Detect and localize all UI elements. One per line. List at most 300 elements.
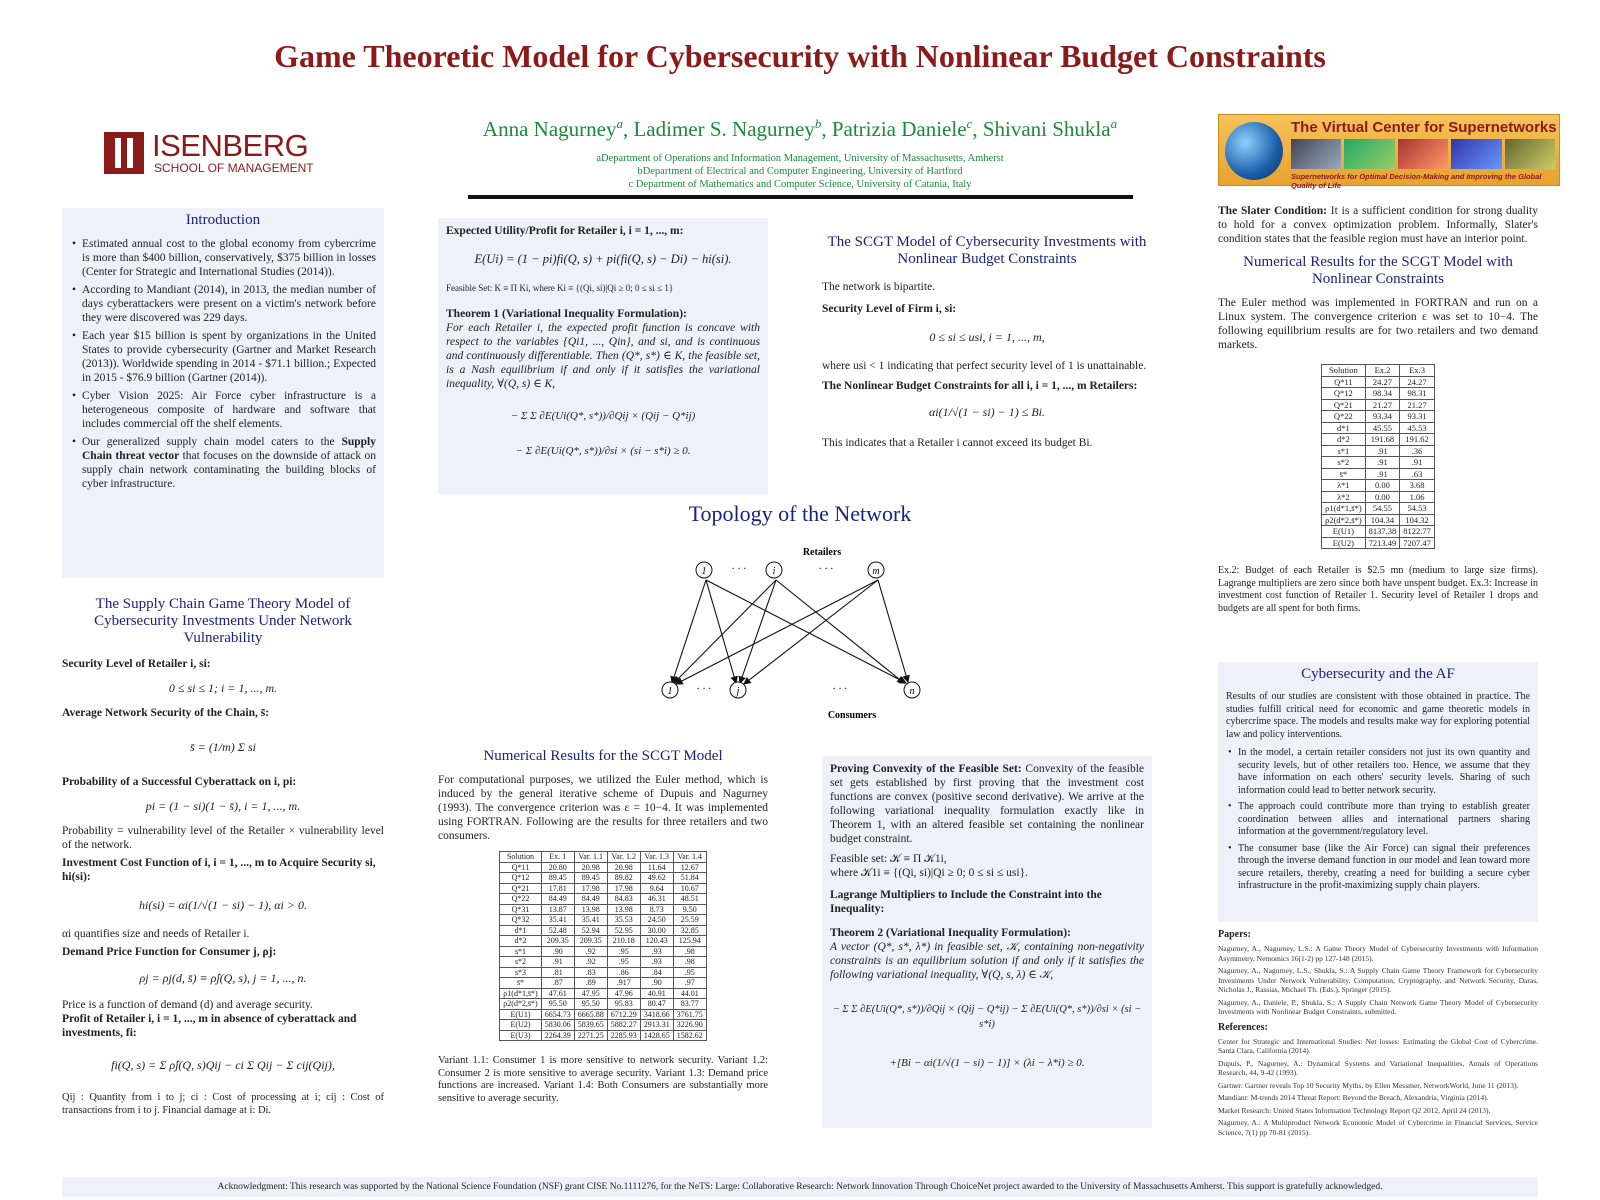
table-cell: .95: [607, 957, 640, 968]
table-row: [500, 988, 706, 999]
section-heading: Cybersecurity and the AF: [1301, 666, 1455, 682]
table-cell: 35.41: [574, 915, 607, 926]
table-cell: 3418.66: [640, 1009, 673, 1020]
table-cell: 2913.31: [640, 1020, 673, 1031]
table-cell: 84.83: [607, 894, 640, 905]
node-label: i: [772, 566, 776, 577]
row-label: λ*1: [1322, 480, 1366, 492]
table-cell: 25.59: [673, 915, 706, 926]
table-cell: 9.50: [673, 904, 706, 915]
table-cell: .91: [1365, 468, 1400, 480]
table-cell: 210.18: [607, 936, 640, 947]
table-cell: 84.49: [574, 894, 607, 905]
header-rule: [468, 195, 1133, 199]
profit-label: Profit of Retailer i, i = 1, ..., m in absence of cyberattack and investments, fi:: [62, 1013, 357, 1039]
table-cell: 47.61: [541, 988, 574, 999]
logo-subtext: SCHOOL OF MANAGEMENT: [154, 161, 314, 175]
author-name: Ladimer S. Nagurney: [633, 117, 815, 141]
table-row: [500, 894, 706, 905]
author-name: Shivani Shukla: [982, 117, 1111, 141]
avg-sec-label: Average Network Security of the Chain, s̄:: [62, 707, 270, 719]
feasible-set-text: Feasible Set: K ≡ Π Ki, where Ki ≡ {(Qi, si)|Qi ≥ 0; 0 ≤ si ≤ 1}: [446, 283, 674, 293]
row-label: s*1: [500, 946, 541, 957]
table-cell: .86: [607, 967, 640, 978]
row-label: s̄*: [500, 978, 541, 989]
table-cell: .98: [673, 946, 706, 957]
row-label: E(U3): [500, 1030, 541, 1041]
banner-subtitle: Supernetworks for Optimal Decision-Making and Improving the Global Quality of Life: [1291, 172, 1542, 190]
results-table: [1321, 364, 1435, 549]
table-cell: 49.62: [640, 873, 673, 884]
variant-text: Variant 1.1: Consumer 1 is more sensitive to network security. Variant 1.2: Consumer 2 is more sensitive to average security. Variant 1.3: Demand price functions are increased. Variant 1.4: Both Consumers are substantially more sensitive to average security.: [438, 1055, 768, 1104]
table-cell: 104.34: [1365, 514, 1400, 526]
where-text: where usi < 1 indicating that perfect security level of 1 is unattainable.: [822, 360, 1147, 372]
table-cell: .91: [1365, 457, 1400, 469]
table-row: [1322, 434, 1435, 446]
scgt-nonlinear-section: [822, 234, 1152, 450]
table-cell: .917: [607, 978, 640, 989]
table-row: [500, 1009, 706, 1020]
table-row: [1322, 445, 1435, 457]
table-cell: 11.64: [640, 862, 673, 873]
table-cell: 54.55: [1365, 503, 1400, 515]
row-label: d*2: [1322, 434, 1366, 446]
table-cell: 35.41: [541, 915, 574, 926]
theorem-text: For each Retailer i, the expected profit function is concave with respect to the variables {Qi1, ..., Qin}, and si, and is continuous and continuously differentiable. Then (Q*, s*) ∈ K, the feasible set, is a Nash equilibrium if and only if it satisfies the variational inequality, ∀(Q, s) ∈ K,: [446, 322, 760, 390]
table-row: [1322, 480, 1435, 492]
table-cell: 17.98: [607, 883, 640, 894]
table-row: [500, 915, 706, 926]
equation: hi(si) = αi(1/√(1 − si) − 1), αi > 0.: [139, 898, 307, 912]
table-row: [1322, 468, 1435, 480]
table-cell: 95.50: [541, 999, 574, 1010]
table-cell: 7207.47: [1400, 537, 1435, 549]
table-cell: 84.49: [541, 894, 574, 905]
results-table: [499, 851, 706, 1041]
table-cell: 8122.77: [1400, 526, 1435, 538]
lagrange-label: Lagrange Multipliers to Include the Constraint into the Inequality:: [830, 889, 1102, 915]
table-cell: 0.00: [1365, 480, 1400, 492]
network-link: [706, 580, 906, 683]
table-cell: 5839.65: [574, 1020, 607, 1031]
table-cell: 191.62: [1400, 434, 1435, 446]
ex-text: Ex.2: Budget of each Retailer is $2.5 mn (medium to large size firms). Lagrange multipliers are zero since both have unspent budget. Ex.3: Increase in investment cost function of Retailer 1. Security level of Retailer 1 drops and budgets are all spent for both firms.: [1218, 565, 1538, 614]
table-cell: .95: [607, 946, 640, 957]
table-row: [1322, 526, 1435, 538]
affiliations: [430, 152, 1170, 191]
table-cell: 45.53: [1400, 422, 1435, 434]
table-cell: 5882.27: [607, 1020, 640, 1031]
equation: E(Ui) = (1 − pi)fi(Q, s) + pi(fi(Q, s) − Di) − hi(si).: [474, 252, 732, 266]
qty-text: Qij : Quantity from i to j; ci : Cost of processing at i; cij : Cost of transactions from i to j. Financial damage at i: Di.: [62, 1092, 384, 1116]
table-cell: 6712.29: [607, 1009, 640, 1020]
node-label: m: [872, 566, 880, 577]
table-cell: .92: [574, 946, 607, 957]
node-label: j: [736, 686, 740, 697]
table-body: [1322, 376, 1435, 549]
table-row: [500, 904, 706, 915]
theorem-title: Theorem 1 (Variational Inequality Formulation):: [446, 308, 687, 320]
table-cell: .87: [541, 978, 574, 989]
table-cell: 44.01: [673, 988, 706, 999]
row-label: E(U1): [500, 1009, 541, 1020]
equation: +[Bi − αi(1/√(1 − si) − 1)] × (λi − λ*i) ≥ 0.: [889, 1057, 1085, 1069]
equation: − Σ Σ ∂E(Ui(Q*, s*))/∂Qij × (Qij − Q*ij) − Σ ∂E(Ui(Q*, s*))/∂si × (si − s*i): [832, 1004, 1142, 1030]
table-cell: 191.68: [1365, 434, 1400, 446]
table-cell: 93.31: [1400, 411, 1435, 423]
table-cell: .89: [574, 978, 607, 989]
table-cell: 2285.93: [607, 1030, 640, 1041]
isenberg-mark-icon: [104, 132, 144, 174]
ellipsis: · · ·: [731, 564, 747, 575]
table-cell: 95.50: [574, 999, 607, 1010]
table-row: [1322, 537, 1435, 549]
table-cell: 20.98: [607, 862, 640, 873]
bipartite-text: The network is bipartite.: [822, 281, 936, 293]
row-label: s*2: [500, 957, 541, 968]
numerical-text: For computational purposes, we utilized the Euler method, which is induced by the general iterative scheme of Dupuis and Nagurney (1993). The convergence criterion was ε = 10−4. It was implemented using FORTRAN. Following are the results for three retailers and two consumers.: [438, 774, 768, 842]
section-heading: Introduction: [185, 212, 261, 228]
row-label: Q*12: [500, 873, 541, 884]
vcs-banner: [1218, 114, 1560, 190]
network-link: [744, 580, 878, 684]
table-cell: 125.94: [673, 936, 706, 947]
node-label: n: [909, 686, 915, 697]
table-cell: 3761.75: [673, 1009, 706, 1020]
row-label: Q*11: [500, 862, 541, 873]
table-cell: 13.87: [541, 904, 574, 915]
row-label: ρ2(d*2,s̄*): [1322, 514, 1366, 526]
row-label: s*3: [500, 967, 541, 978]
row-label: d*2: [500, 936, 541, 947]
table-cell: 6654.73: [541, 1009, 574, 1020]
right-column: [1218, 204, 1538, 615]
equation: − Σ Σ ∂E(Ui(Q*, s*))/∂Qij × (Qij − Q*ij): [510, 410, 696, 422]
row-label: Q*21: [500, 883, 541, 894]
row-label: Q*11: [1322, 376, 1366, 388]
section-heading: The Supply Chain Game Theory Model of Cybersecurity Investments Under Network Vulnerability: [94, 596, 352, 646]
row-label: Q*22: [500, 894, 541, 905]
table-row: [1322, 399, 1435, 411]
table-cell: 120.43: [640, 936, 673, 947]
table-row: [1322, 376, 1435, 388]
table-cell: 47.95: [574, 988, 607, 999]
table-cell: 83.77: [673, 999, 706, 1010]
equation: 0 ≤ si ≤ 1; i = 1, ..., m.: [168, 681, 278, 695]
table-cell: .91: [541, 957, 574, 968]
table-cell: 98.31: [1400, 388, 1435, 400]
price-text: Price is a function of demand (d) and average security.: [62, 999, 313, 1011]
poster-title: Game Theoretic Model for Cybersecurity with Nonlinear Budget Constraints: [274, 38, 1326, 74]
prob-label: Probability of a Successful Cyberattack on i, pi:: [62, 776, 297, 788]
table-row: [1322, 457, 1435, 469]
reference-item: Dupuis, P., Nagurney, A.: Dynamical Systems and Variational Inequalities, Annals of Operations Research, 44, 9-42 (1993).: [1218, 1058, 1538, 1077]
table-cell: 48.51: [673, 894, 706, 905]
table-cell: 8.73: [640, 904, 673, 915]
theorem-title: Theorem 2 (Variational Inequality Formulation):: [830, 927, 1071, 939]
table-row: [500, 925, 706, 936]
row-label: d*1: [1322, 422, 1366, 434]
table-cell: 1.06: [1400, 491, 1435, 503]
table-row: [500, 883, 706, 894]
convexity-section: [822, 756, 1152, 1128]
list-item: • The consumer base (like the Air Force) can signal their preferences through the inverse demand function in our model and lean toward more secure retailers, thereby, creating a need for building a secure cyber infrastructure in the profit-maximizing supply chain players.: [1226, 843, 1530, 893]
table-cell: 1428.65: [640, 1030, 673, 1041]
acknowledgment: Acknowledgment: This research was supported by the National Science Foundation (NSF) grant CISE No.1111276, for the NeTS: Large: Collaborative Research: Network Innovation Through ChoiceNet project awarded to the University of Massachusetts Amherst. This support is gratefully acknowledged.: [62, 1177, 1538, 1197]
ellipsis: · · ·: [832, 684, 848, 695]
row-label: Q*31: [500, 904, 541, 915]
table-cell: 0.00: [1365, 491, 1400, 503]
feasible-set: Feasible set: 𝒦 ≡ Π 𝒦1i,: [830, 853, 947, 865]
reference-item: Center for Strategic and International Studies: Net losses: Estimating the Global Cost of Cybercrime. Santa Clara, California (2014).: [1218, 1036, 1538, 1055]
row-label: ρ2(d*2,s̄*): [500, 999, 541, 1010]
theorem-text: A vector (Q*, s*, λ*) in feasible set, 𝒦, containing non-negativity constraints is an equilibrium solution if and only if it satisfies the following variational inequality, ∀(Q, s, λ) ∈ 𝒦,: [830, 941, 1144, 981]
row-label: E(U2): [500, 1020, 541, 1031]
table-cell: 47.96: [607, 988, 640, 999]
numerical-text: The Euler method was implemented in FORTRAN and run on a Linux system. The convergence criterion ε was set to 10−4. The following equilibrium results are for two retailers and two demand markets.: [1218, 297, 1538, 351]
paper-item: Nagurney, A., Nagurney, L.S., Shukla, S.: A Supply Chain Game Theory Framework for Cybersecurity Investments Under Network Vulnerability, Computation, Cryptography, and Network Security, Daras, Nicholas J., Rassias, Michael Th. (Eds.), Springer (2015).: [1218, 966, 1538, 994]
equation: − Σ ∂E(Ui(Q*, s*))/∂si × (si − s*i) ≥ 0.: [515, 445, 691, 457]
table-cell: 89.82: [607, 873, 640, 884]
list-item: • Our generalized supply chain model caters to the Supply Chain threat vector that focuses on the downside of attack on supply chain network contaminating the building blocks of cyber infrastructure.: [70, 435, 376, 491]
paper-item: Nagurney, A., Nagurney, L.S.: A Game Theory Model of Cybersecurity Investments with Information Asymmetry, Netnomics 16(1-2) pp 127-148 (2015).: [1218, 944, 1538, 963]
table-cell: 52.94: [574, 925, 607, 936]
author-name: Anna Nagurney: [482, 117, 617, 141]
equation: fi(Q, s) = Σ ρ̂j(Q, s)Qij − ci Σ Qij − Σ cij(Qij),: [111, 1058, 335, 1072]
table-cell: .91: [1365, 445, 1400, 457]
table-cell: 1582.62: [673, 1030, 706, 1041]
list-item: • Each year $15 billion is spent by organizations in the United States to provide cybersecurity (Gartner and Market Research (2013)). Worldwide spending in 2014 - $71.1 billion.; Expected in 2015 - $76.9 billion (Gartner (2014)).: [70, 329, 376, 385]
network-link: [776, 580, 904, 683]
list-item: • According to Mandiant (2014), in 2013, the median number of days cyberattackers were present on a victim's network before they were discovered was 229 days.: [70, 283, 376, 325]
budget-label: The Nonlinear Budget Constraints for all i, i = 1, ..., m Retailers:: [822, 380, 1138, 392]
table-cell: .93: [640, 946, 673, 957]
row-label: s*2: [1322, 457, 1366, 469]
table-cell: 17.98: [574, 883, 607, 894]
table-cell: .63: [1400, 468, 1435, 480]
table-row: [500, 967, 706, 978]
table-cell: .36: [1400, 445, 1435, 457]
af-list: [1226, 747, 1530, 893]
table-cell: .91: [1400, 457, 1435, 469]
utility-section: [438, 218, 768, 494]
exceed-text: This indicates that a Retailer i cannot exceed its budget Bi.: [822, 437, 1093, 449]
node-label: 1: [667, 686, 673, 697]
table-row: [1322, 422, 1435, 434]
table-cell: 95.83: [607, 999, 640, 1010]
retailers-label: Retailers: [802, 547, 842, 558]
globe-icon: [1225, 122, 1283, 180]
banner-title: The Virtual Center for Supernetworks: [1291, 119, 1557, 136]
table-cell: 6665.88: [574, 1009, 607, 1020]
affiliation: c Department of Mathematics and Computer Science, University of Catania, Italy: [628, 179, 972, 190]
table-cell: 3226.90: [673, 1020, 706, 1031]
table-cell: 20.80: [541, 862, 574, 873]
table-cell: 52.95: [607, 925, 640, 936]
consumers-label: Consumers: [827, 710, 877, 720]
demand-label: Demand Price Function for Consumer j, ρj:: [62, 946, 277, 958]
reference-item: Nagurney, A.: A Multiproduct Network Economic Model of Cybercrime in Financial Services, Service Science, 7(1) pp 70-81 (2015).: [1218, 1118, 1538, 1137]
table-row: [500, 946, 706, 957]
table-cell: .93: [640, 957, 673, 968]
table-row: [1322, 411, 1435, 423]
table-cell: 32.85: [673, 925, 706, 936]
sec-level-label: Security Level of Retailer i, si:: [62, 658, 211, 670]
slater-text: The Slater Condition: It is a sufficient condition for strong duality to hold for a convex optimization problem. Informally, Slater's condition states that the feasible region must have an interior point.: [1218, 205, 1538, 245]
af-section: [1218, 662, 1538, 922]
row-label: E(U1): [1322, 526, 1366, 538]
table-cell: 80.47: [640, 999, 673, 1010]
reference-item: Market Research: United States Information Technology Report Q2 2012, April 24 (2013).: [1218, 1105, 1491, 1115]
row-label: λ*2: [1322, 491, 1366, 503]
table-cell: 24.27: [1365, 376, 1400, 388]
table-cell: .97: [673, 978, 706, 989]
table-row: [1322, 514, 1435, 526]
utility-heading: Expected Utility/Profit for Retailer i, i = 1, ..., m:: [446, 225, 684, 237]
table-cell: 8137.38: [1365, 526, 1400, 538]
table-cell: 21.27: [1400, 399, 1435, 411]
table-cell: .81: [541, 967, 574, 978]
table-cell: 24.50: [640, 915, 673, 926]
list-item: • Cyber Vision 2025: Air Force cyber infrastructure is a heterogeneous composite of hardware and software that includes commercial off the shelf elements.: [70, 389, 376, 431]
table-cell: 13.98: [607, 904, 640, 915]
table-cell: 13.98: [574, 904, 607, 915]
table-cell: 93.34: [1365, 411, 1400, 423]
row-label: E(U2): [1322, 537, 1366, 549]
table-body: [500, 862, 706, 1041]
network-link: [706, 580, 736, 683]
table-row: [500, 936, 706, 947]
af-text: Results of our studies are consistent with those obtained in practice. The studies fulfill critical need for economic and game theoretic models in cybercrime space. The models and results make way for exploring potential law and policy interventions.: [1226, 691, 1530, 740]
refs-heading: References:: [1218, 1021, 1268, 1033]
table-cell: 21.27: [1365, 399, 1400, 411]
row-label: Q*32: [500, 915, 541, 926]
logo-text: ISENBERG: [152, 128, 309, 163]
table-row: [500, 1030, 706, 1041]
list-item: • Estimated annual cost to the global economy from cybercrime is more than $400 billion, conservatively, $375 billion in losses (Center for Strategic and International Studies (2014)).: [70, 237, 376, 279]
row-label: ρ1(d*1,s̄*): [500, 988, 541, 999]
paper-item: Nagurney, A., Daniele, P., Shukla, S.: A Supply Chain Network Game Theory Model of Cybersecurity Investments with Nonlinear Budget Constraints, submitted.: [1218, 997, 1538, 1016]
table-cell: 17.81: [541, 883, 574, 894]
isenberg-logo: [104, 130, 314, 176]
table-cell: .90: [541, 946, 574, 957]
reference-item: Gartner: Gartner reveals Top 10 Security Myths, by Ellen Messmer, NetworkWorld, June 11 (2013).: [1218, 1080, 1519, 1090]
table-cell: .92: [574, 957, 607, 968]
section-heading: Numerical Results for the SCGT Model with Nonlinear Constraints: [1243, 254, 1513, 287]
row-label: d*1: [500, 925, 541, 936]
network-link: [878, 580, 908, 682]
table-row: [1322, 503, 1435, 515]
table-cell: 10.67: [673, 883, 706, 894]
row-label: s*1: [1322, 445, 1366, 457]
affiliation: aDepartment of Operations and Information Management, University of Massachusetts, Amherst: [596, 153, 1004, 164]
topology-heading: Topology of the Network: [688, 501, 912, 526]
table-cell: .98: [673, 957, 706, 968]
table-cell: 3.68: [1400, 480, 1435, 492]
numerical-results-section: [438, 748, 768, 1105]
author-list: Anna Nagurney$^a$, Ladimer S. Nagurney$^b$, Patrizia Daniele$^c$, Shivani Shukla$^a$: [482, 116, 1118, 141]
table-row: [500, 978, 706, 989]
table-cell: 209.35: [541, 936, 574, 947]
table-cell: 20.98: [574, 862, 607, 873]
sec-firm-label: Security Level of Firm i, si:: [822, 303, 957, 315]
row-label: Q*22: [1322, 411, 1366, 423]
table-cell: 51.84: [673, 873, 706, 884]
feasible-set: where 𝒦1i ≡ {(Qi, si)|Qi ≥ 0; 0 ≤ si ≤ usi}.: [830, 867, 1028, 879]
table-cell: 30.00: [640, 925, 673, 936]
table-cell: 46.31: [640, 894, 673, 905]
section-heading: The SCGT Model of Cybersecurity Investments with Nonlinear Budget Constraints: [827, 234, 1147, 267]
banner-image-strip: [1291, 139, 1555, 169]
table-row: [500, 873, 706, 884]
table-cell: 104.32: [1400, 514, 1435, 526]
table-cell: 7213.49: [1365, 537, 1400, 549]
table-cell: .90: [640, 978, 673, 989]
table-cell: .83: [574, 967, 607, 978]
references-section: [1218, 928, 1538, 1140]
table-cell: 9.64: [640, 883, 673, 894]
table-cell: 89.45: [574, 873, 607, 884]
introduction-section: [62, 208, 384, 578]
network-link: [676, 580, 878, 684]
network-link: [740, 580, 776, 683]
list-item: • The approach could contribute more than trying to establish greater coordination between allies and international partners sharing information at the government/regulatory level.: [1226, 801, 1530, 839]
row-label: Q*12: [1322, 388, 1366, 400]
ellipsis: · · ·: [696, 684, 712, 695]
table-row: [500, 1020, 706, 1031]
row-label: s̄*: [1322, 468, 1366, 480]
author-name: Patrizia Daniele: [831, 117, 967, 141]
table-cell: 45.55: [1365, 422, 1400, 434]
table-cell: 54.53: [1400, 503, 1435, 515]
table-cell: 12.67: [673, 862, 706, 873]
equation: ρj = ρj(d, s̄) ≡ ρ̂j(Q, s), j = 1, ..., n.: [139, 971, 307, 985]
table-row: [500, 862, 706, 873]
table-row: [500, 999, 706, 1010]
table-cell: 89.45: [541, 873, 574, 884]
convexity-text: Proving Convexity of the Feasible Set: Convexity of the feasible set gets established by first proving that the investment cost functions are convex (positive second derivative). We arrive at the following variational inequality formulation exactly like in Theorem 1, with an altered feasible set containing the nonlinear budget constraint.: [830, 763, 1144, 845]
prob-text: Probability = vulnerability level of the Retailer × vulnerability level of the network.: [62, 825, 384, 851]
table-cell: 5830.06: [541, 1020, 574, 1031]
inv-label: Investment Cost Function of i, i = 1, ..., m to Acquire Security si, hi(si):: [62, 857, 376, 883]
papers-heading: Papers:: [1218, 929, 1251, 940]
ellipsis: · · ·: [818, 564, 834, 575]
equation: αi(1/√(1 − si) − 1) ≤ Bi.: [929, 405, 1045, 419]
table-cell: 35.53: [607, 915, 640, 926]
network-diagram: [660, 540, 960, 720]
alpha-text: αi quantifies size and needs of Retailer i.: [62, 928, 250, 940]
table-header-row: Solution Ex. 1 Var. 1.1 Var. 1.2 Var. 1.3 Var. 1.4: [500, 852, 706, 863]
table-cell: 24.27: [1400, 376, 1435, 388]
table-cell: 209.35: [574, 936, 607, 947]
equation: s̄ = (1/m) Σ si: [190, 740, 256, 754]
reference-item: Mandiant: M-trends 2014 Threat Report: Beyond the Breach, Alexandria, Virginia (2014).: [1218, 1093, 1489, 1102]
table-row: [1322, 388, 1435, 400]
table-cell: 40.91: [640, 988, 673, 999]
section-heading: Numerical Results for the SCGT Model: [483, 748, 723, 764]
table-cell: .95: [673, 967, 706, 978]
row-label: Q*21: [1322, 399, 1366, 411]
node-label: 1: [701, 566, 707, 577]
table-row: [1322, 491, 1435, 503]
table-row: [500, 957, 706, 968]
row-label: ρ1(d*1,s̄*): [1322, 503, 1366, 515]
list-item: • In the model, a certain retailer considers not just its own quantity and security levels, but of other retailers too. Hence, we assume that they have information on each others' security levels. Sharing of such information could lead to better network security.: [1226, 747, 1530, 797]
table-cell: .84: [640, 967, 673, 978]
table-header-row: Solution Ex.2 Ex.3: [1322, 365, 1435, 377]
table-cell: 2271.25: [574, 1030, 607, 1041]
intro-list: [70, 237, 376, 491]
